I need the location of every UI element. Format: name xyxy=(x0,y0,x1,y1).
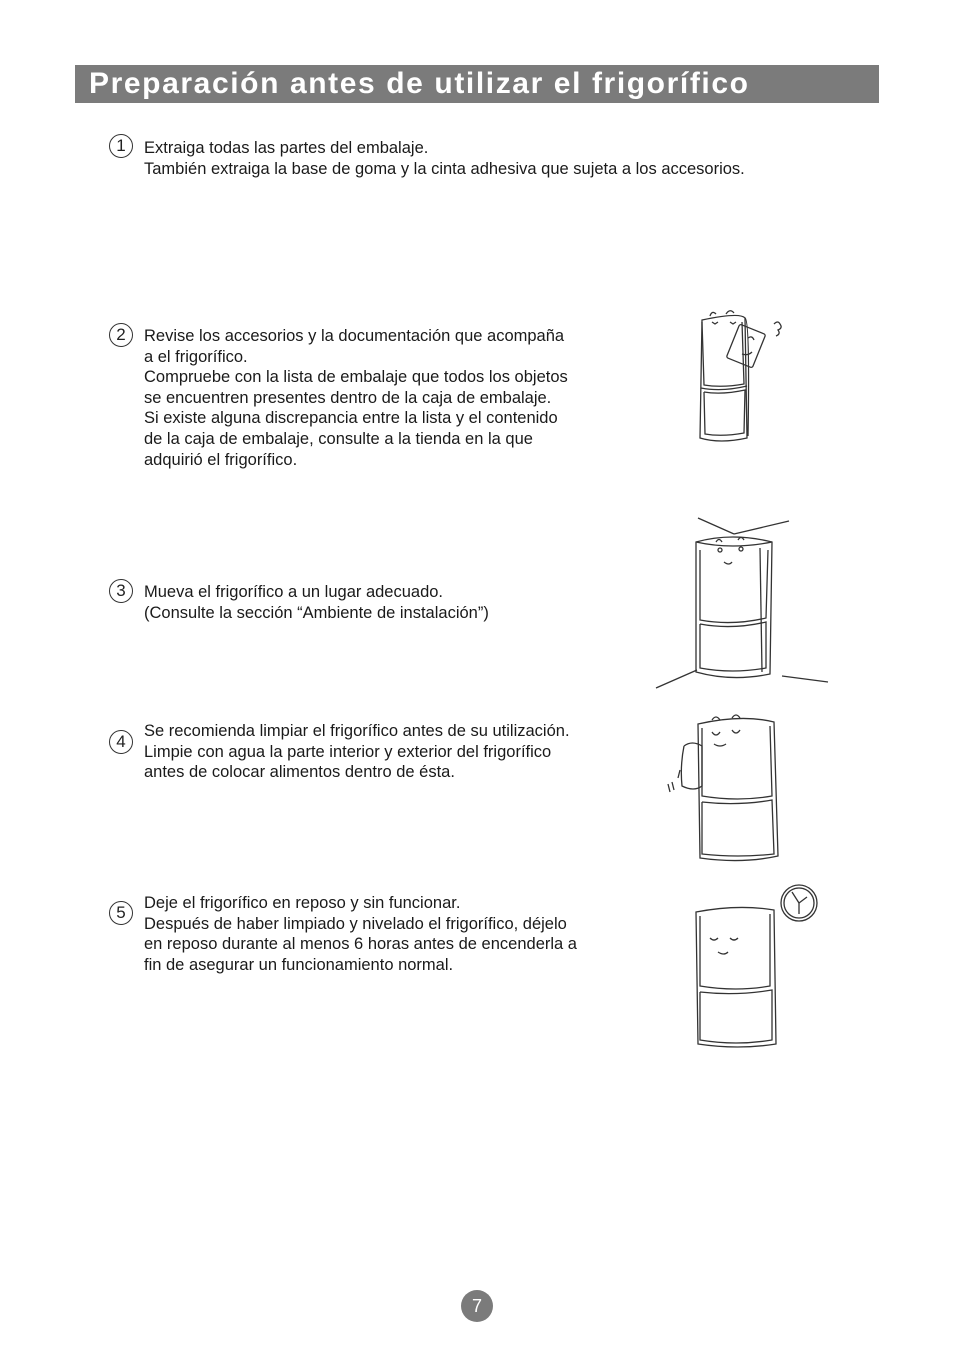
step-number-2: 2 xyxy=(109,323,133,347)
step-number-5: 5 xyxy=(109,901,133,925)
step-1-line-2: También extraiga la base de goma y la cinta adhesiva que sujeta a los accesorios. xyxy=(144,159,745,178)
page-number-badge: 7 xyxy=(461,1290,493,1322)
section-title-bar xyxy=(75,65,879,103)
step-text-4 xyxy=(144,721,570,783)
step-1-line-1: Extraiga todas las partes del embalaje. xyxy=(144,139,429,157)
step-text-5 xyxy=(144,893,577,975)
step-2-line-6: de la caja de embalaje, consulte a la tienda en la que xyxy=(144,429,533,448)
step-5-line-1: Deje el frigorífico en reposo y sin funcionar. xyxy=(144,894,461,912)
step-3-line-1: Mueva el frigorífico a un lugar adecuado. xyxy=(144,583,444,601)
step-number-4: 4 xyxy=(109,730,133,754)
step-5-line-3: en reposo durante al menos 6 horas antes de encenderla a xyxy=(144,935,577,954)
step-5-line-2: Después de haber limpiado y nivelado el frigorífico, déjelo xyxy=(144,914,567,933)
step-number-1: 1 xyxy=(109,134,133,158)
fridge-in-corner-illustration xyxy=(652,512,832,692)
step-2-line-5: Si existe alguna discrepancia entre la lista y el contenido xyxy=(144,409,558,428)
fridge-resting-clock-illustration xyxy=(688,878,823,1053)
step-2-line-7: adquirió el frigorífico. xyxy=(144,450,298,469)
step-2-line-1: Revise los accesorios y la documentación que acompaña xyxy=(144,327,565,345)
fridge-with-document-illustration xyxy=(690,300,800,450)
step-3-line-2: (Consulte la sección “Ambiente de instalación”) xyxy=(144,603,489,622)
step-2-line-3: Compruebe con la lista de embalaje que todos los objetos xyxy=(144,368,568,387)
step-text-3 xyxy=(144,582,489,623)
fridge-cleaning-illustration xyxy=(662,706,792,866)
step-text-2 xyxy=(144,326,568,470)
step-2-line-4: se encuentren presentes dentro de la caja de embalaje. xyxy=(144,388,552,407)
step-5-line-4: fin de asegurar un funcionamiento normal. xyxy=(144,955,454,974)
step-4-line-1: Se recomienda limpiar el frigorífico antes de su utilización. xyxy=(144,722,570,740)
step-2-line-2: a el frigorífico. xyxy=(144,347,248,366)
page-title: Preparación antes de utilizar el frigorífico xyxy=(89,67,750,100)
step-text-1 xyxy=(144,138,745,179)
step-4-line-2: Limpie con agua la parte interior y exterior del frigorífico xyxy=(144,742,552,761)
step-4-line-3: antes de colocar alimentos dentro de ésta. xyxy=(144,763,455,782)
step-number-3: 3 xyxy=(109,579,133,603)
